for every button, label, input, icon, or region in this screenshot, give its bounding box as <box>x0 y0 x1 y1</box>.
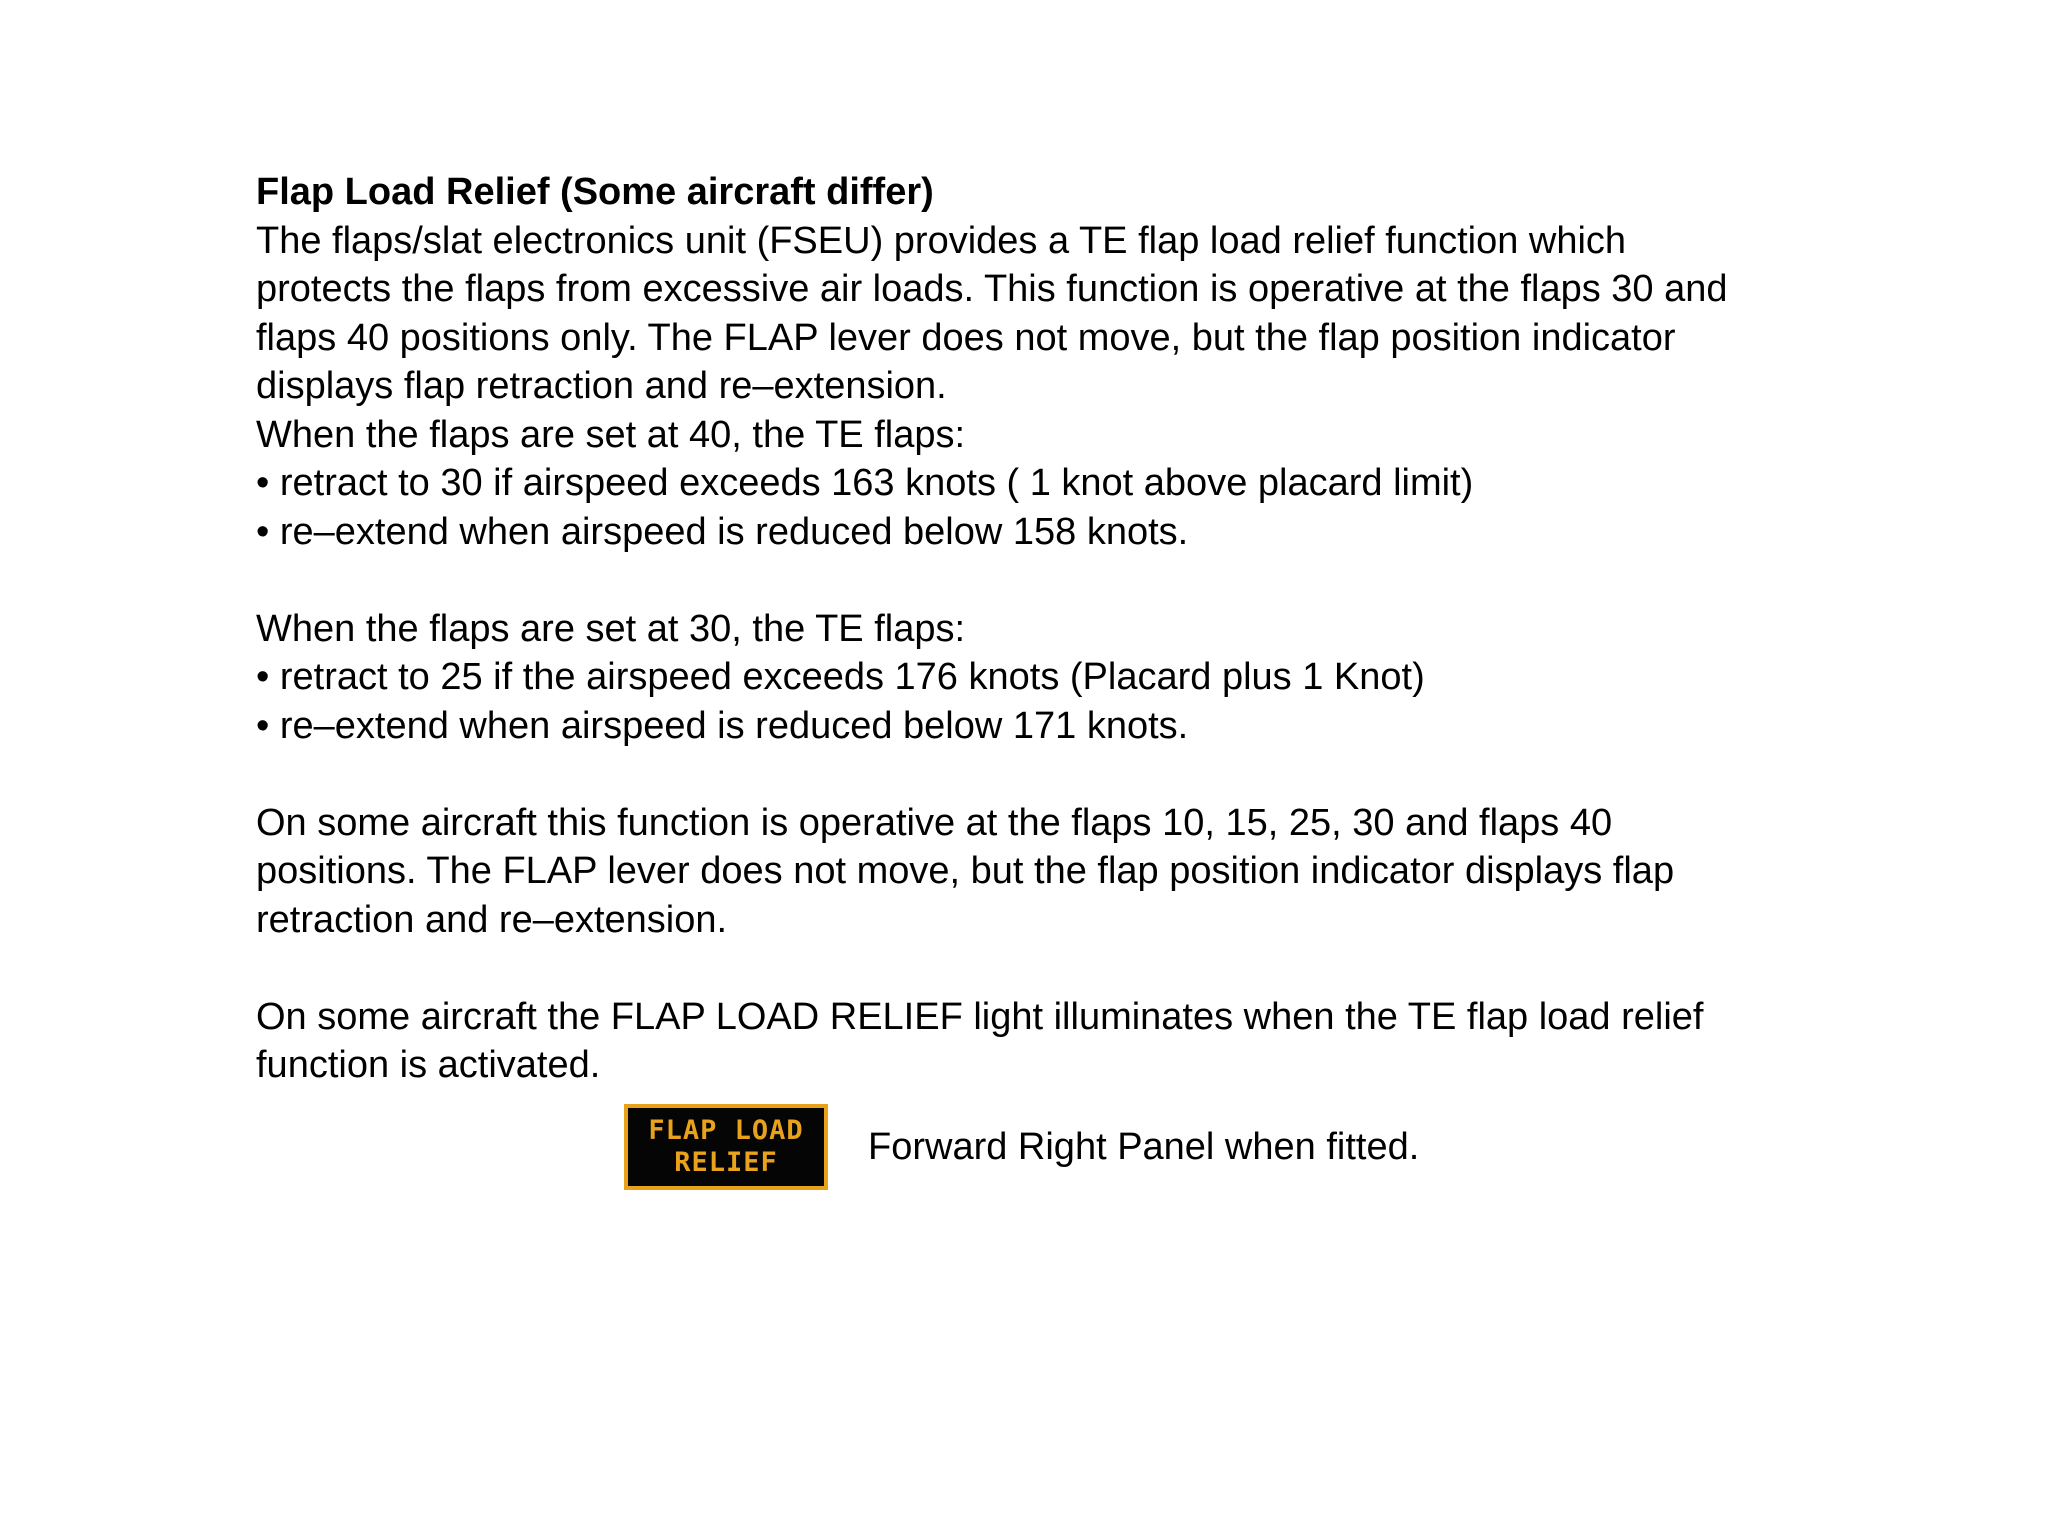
flaps40-bullet: • re–extend when airspeed is reduced below 158 knots. <box>256 510 1189 553</box>
paragraph-spacer <box>256 750 1816 799</box>
flaps40-bullet: • retract to 30 if airspeed exceeds 163 knots ( 1 knot above placard limit) <box>256 462 1474 504</box>
flaps40-heading: When the flaps are set at 40, the TE flaps: <box>256 413 966 456</box>
annunciator-line: RELIEF <box>674 1147 778 1178</box>
intro-line: displays flap retraction and re–extension. <box>256 365 947 407</box>
light-note-line: On some aircraft the FLAP LOAD RELIEF light illuminates when the TE flap load relief <box>256 995 1704 1038</box>
panel-caption: Forward Right Panel when fitted. <box>868 1125 1420 1168</box>
annunciator-row <box>624 1100 1419 1194</box>
document-body <box>256 168 1816 1090</box>
intro-line: flaps 40 positions only. The FLAP lever does not move, but the flap position indicator <box>256 316 1676 359</box>
flaps30-bullet: • re–extend when airspeed is reduced below 171 knots. <box>256 704 1189 747</box>
some-aircraft-line: retraction and re–extension. <box>256 898 728 941</box>
intro-line: protects the flaps from excessive air loads. This function is operative at the flaps 30 and <box>256 268 1728 310</box>
some-aircraft-line: On some aircraft this function is operative at the flaps 10, 15, 25, 30 and flaps 40 <box>256 801 1613 844</box>
paragraph-spacer <box>256 556 1816 605</box>
intro-line: The flaps/slat electronics unit (FSEU) provides a TE flap load relief function which <box>256 219 1627 262</box>
paragraph-spacer <box>256 944 1816 993</box>
document-title: Flap Load Relief (Some aircraft differ) <box>256 171 934 213</box>
flap-load-relief-light <box>624 1104 828 1190</box>
light-note-line: function is activated. <box>256 1044 601 1086</box>
annunciator-line: FLAP LOAD <box>648 1115 804 1146</box>
flaps30-bullet: • retract to 25 if the airspeed exceeds 176 knots (Placard plus 1 Knot) <box>256 656 1425 698</box>
some-aircraft-line: positions. The FLAP lever does not move, but the flap position indicator displays flap <box>256 850 1675 892</box>
flaps30-heading: When the flaps are set at 30, the TE flaps: <box>256 607 966 650</box>
